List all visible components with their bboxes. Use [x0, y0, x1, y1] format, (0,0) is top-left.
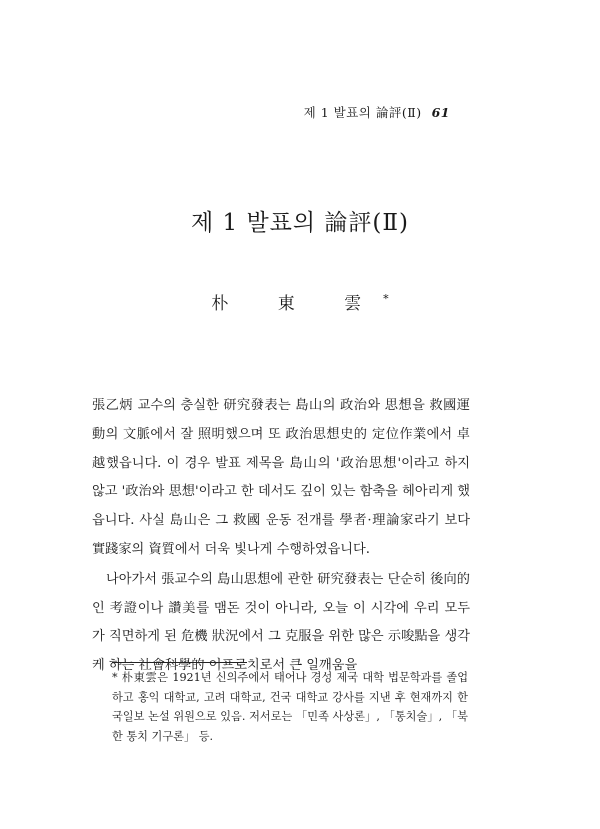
- paragraph: 나아가서 張교수의 島山思想에 관한 研究發表는 단순히 後向的인 考證이나 讚美를 맴돈 것이 아니라, 오늘 이 시각에 우리 모두가 직면하게 된 危機 狀況에서 그 克服을 위한 많은 示唆點을 생각케 하는 社會科學的 어프로치로서 큰 일깨움을: [92, 571, 470, 674]
- running-head-title: 제 1 발표의 論評(Ⅱ): [303, 105, 422, 120]
- article-title: 제 1 발표의 論評(Ⅱ): [190, 210, 410, 236]
- author-footnote-marker: *: [383, 292, 389, 306]
- running-head: [304, 103, 450, 121]
- author-name: 朴 東 雲: [211, 294, 384, 314]
- body-text: [92, 392, 470, 681]
- author-line: [0, 289, 600, 314]
- page-number: 61: [431, 105, 450, 120]
- footnote-divider: [112, 662, 247, 663]
- footnote: * 朴東雲은 1921년 신의주에서 태어나 경성 제국 대학 법문학과를 졸업하고 홍익 대학교, 고려 대학교, 건국 대학교 강사를 지낸 후 현재까지 한국일보 논설 위원으로 있음. 저서로는 「민족 사상론」, 「통치술」, 「북한 통치 기구론」 등.: [112, 671, 468, 743]
- paragraph: 張乙炳 교수의 충실한 研究發表는 島山의 政治와 思想을 救國運動의 文脈에서 잘 照明했으며 또 政治思想史的 定位作業에서 卓越했읍니다. 이 경우 발표 제목을 島山의 '政治思想'이라고 하지 않고 '政治와 思想'이라고 한 데서도 깊이 있는 함축을 헤아리게 했읍니다. 사실 島山은 그 救國 운동 전개를 學者·理論家라기 보다 實踐家의 資質에서 더욱 빛나게 수행하였읍니다.: [92, 398, 470, 557]
